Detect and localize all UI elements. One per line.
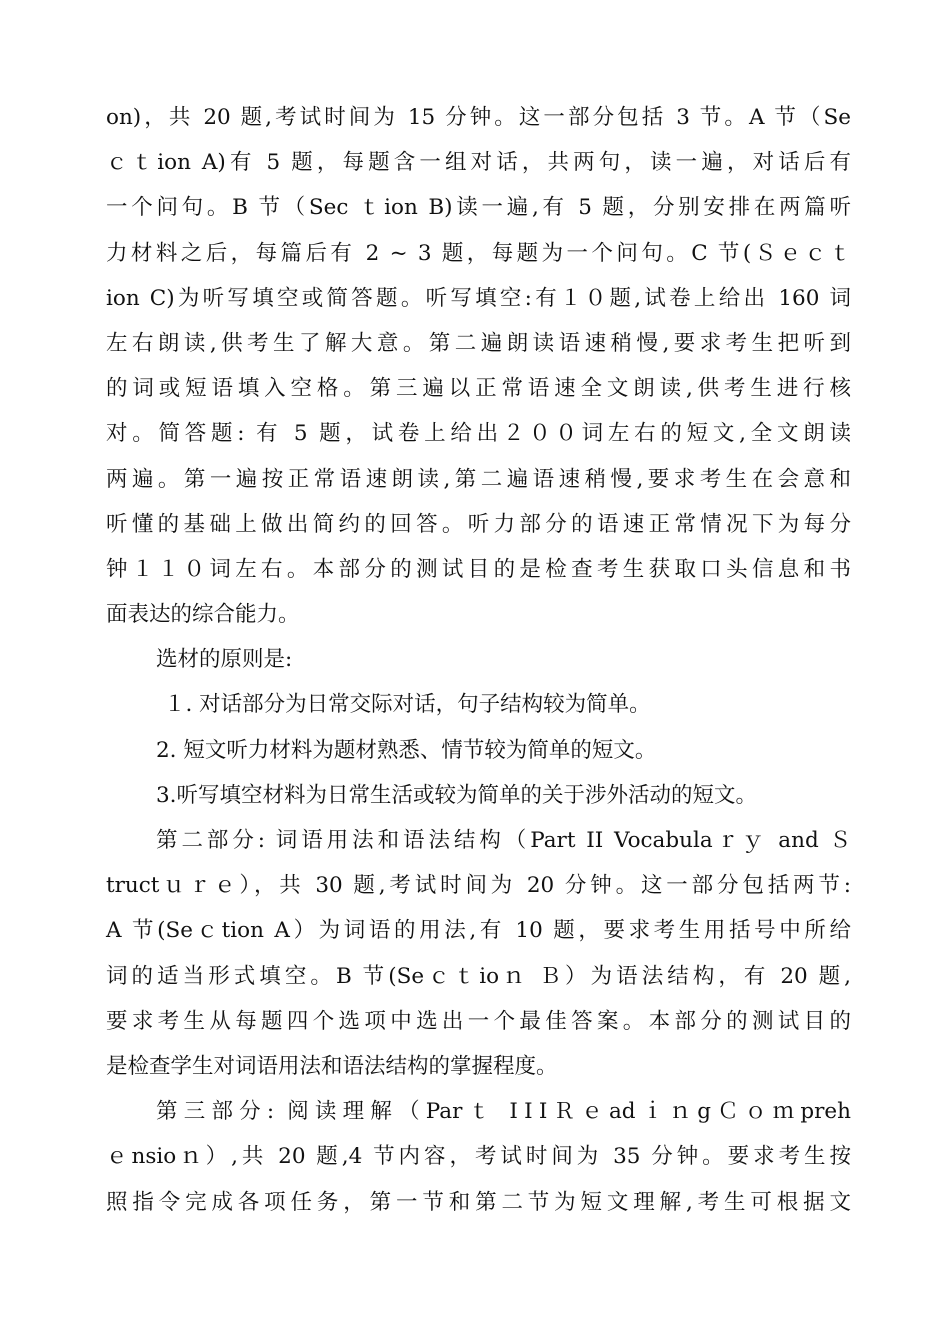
text-line: 的词或短语填入空格。第三遍以正常语速全文朗读,供考生进行核 [106, 376, 851, 402]
text-line: 词的适当形式填空。B 节(Seｃｔioｎ Ｂ）为语法结构，有 20 题, [106, 963, 851, 989]
list-item: 2. 短文听力材料为题材熟悉、情节较为简单的短文。 [156, 737, 657, 763]
text-line: 对。简答题: 有 5 题，试卷上给出２００词左右的短文,全文朗读 [106, 421, 851, 447]
text-line: 是检查学生对词语用法和语法结构的掌握程度。 [106, 1053, 558, 1079]
text-line: A 节(Seｃtion A）为词语的用法,有 10 题，要求考生用括号中所给 [106, 918, 851, 944]
document-body [106, 95, 851, 1225]
text-line: tructｕｒｅ），共 30 题,考试时间为 20 分钟。这一部分包括两节: [106, 873, 851, 899]
text-line: ｃｔion A)有 5 题，每题含一组对话，共两句，读一遍，对话后有 [106, 150, 851, 176]
text-line: 面表达的综合能力。 [106, 602, 300, 628]
text-line: 照指令完成各项任务，第一节和第二节为短文理解,考生可根据文 [106, 1189, 851, 1215]
text-line: 要求考生从每题四个选项中选出一个最佳答案。本部分的测试目的 [106, 1008, 851, 1034]
text-line: 力材料之后，每篇后有 2 ~ 3 题，每题为一个问句。C 节(Ｓｅｃｔ [106, 240, 851, 266]
text-line: ion C)为听写填空或简答题。听写填空:有１０题,试卷上给出 160 词 [106, 285, 851, 311]
list-item: 3.听写填空材料为日常生活或较为简单的关于涉外活动的短文。 [156, 782, 758, 808]
text-line: 钟１１０词左右。本部分的测试目的是检查考生获取口头信息和书 [106, 556, 851, 582]
text-line: ｅnsioｎ）,共 20 题,4 节内容，考试时间为 35 分钟。要求考生按 [106, 1144, 851, 1170]
text-line: 左右朗读,供考生了解大意。第二遍朗读语速稍慢,要求考生把听到 [106, 330, 851, 356]
list-item: １. 对话部分为日常交际对话，句子结构较为简单。 [164, 692, 651, 718]
text-line: 两遍。第一遍按正常语速朗读,第二遍语速稍慢,要求考生在会意和 [106, 466, 851, 492]
section-heading-line: 第二部分: 词语用法和语法结构（Part II Vocabulaｒｙ and Ｓ [156, 828, 851, 853]
section-heading-line: 第三部分: 阅读理解（Parｔ ⅠⅠⅠＲｅadｉｎgＣｏｍpreh [156, 1099, 851, 1125]
list-heading: 选材的原则是: [156, 647, 293, 673]
text-line: 一个问句。B 节（Sec ｔion B)读一遍,有 5 题，分别安排在两篇听 [106, 195, 851, 221]
text-line: 听懂的基础上做出简约的回答。听力部分的语速正常情况下为每分 [106, 511, 851, 537]
text-line: on)，共 20 题,考试时间为 15 分钟。这一部分包括 3 节。A 节（Se [106, 105, 851, 130]
